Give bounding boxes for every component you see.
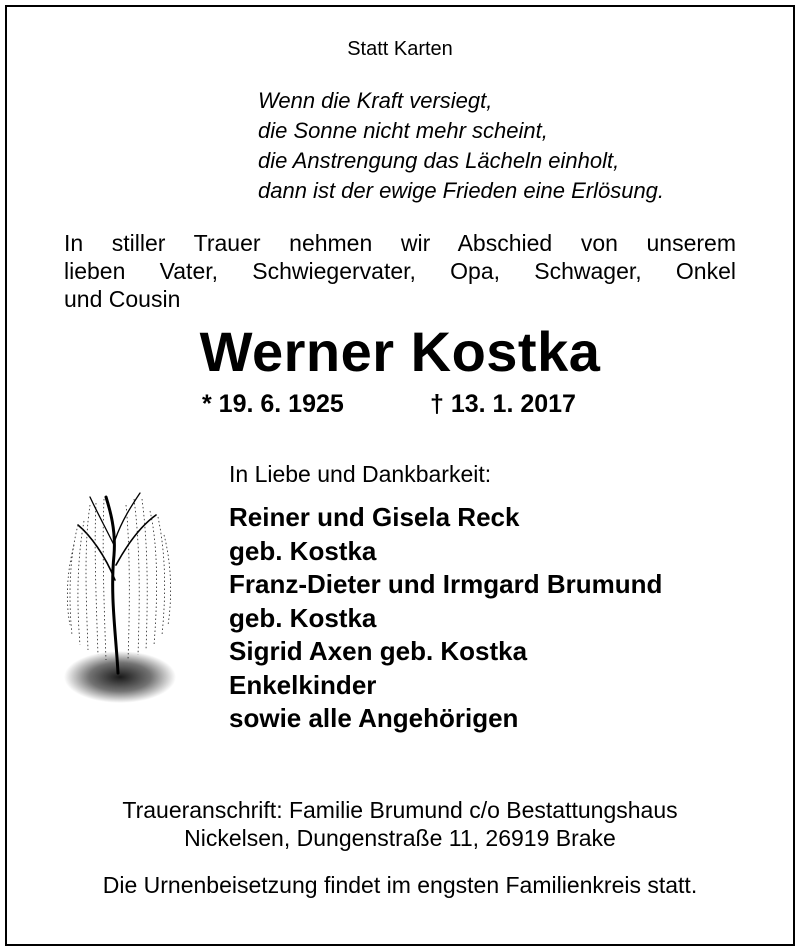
family-line: Reiner und Gisela Reck	[229, 502, 520, 532]
poem-line: Wenn die Kraft versiegt,	[258, 88, 493, 113]
weeping-willow-icon	[60, 485, 176, 707]
death-date: † 13. 1. 2017	[430, 390, 576, 418]
family-list	[229, 501, 662, 736]
family-line: sowie alle Angehörigen	[229, 703, 519, 733]
poem	[258, 86, 664, 206]
intro-line: und Cousin	[64, 286, 181, 312]
thanks-label: In Liebe und Dankbarkeit:	[229, 461, 492, 487]
deceased-name: Werner Kostka	[199, 320, 601, 383]
poem-line: dann ist der ewige Frieden eine Erlösung.	[258, 178, 665, 203]
poem-line: die Sonne nicht mehr scheint,	[258, 118, 548, 143]
family-line: geb. Kostka	[229, 535, 377, 566]
address-line: Nickelsen, Dungenstraße 11, 26919 Brake	[184, 825, 616, 851]
intro-line: lieben Vater, Schwiegervater, Opa, Schwager, Onkel	[64, 258, 736, 284]
intro-line: In stiller Trauer nehmen wir Abschied von unserem	[64, 230, 736, 256]
notice-header: Statt Karten	[347, 38, 453, 60]
burial-note: Die Urnenbeisetzung findet im engsten Familienkreis statt.	[102, 872, 698, 898]
family-line: Sigrid Axen geb. Kostka	[229, 636, 528, 666]
family-line: geb. Kostka	[229, 602, 377, 633]
address-line: Traueranschrift: Familie Brumund c/o Bestattungshaus	[122, 797, 678, 823]
birth-date: * 19. 6. 1925	[202, 390, 344, 418]
family-line: Enkelkinder	[229, 669, 377, 700]
mourning-address	[0, 796, 800, 852]
intro-text	[64, 229, 736, 313]
poem-line: die Anstrengung das Lächeln einholt,	[258, 148, 620, 173]
family-line: Franz-Dieter und Irmgard Brumund	[229, 569, 663, 599]
